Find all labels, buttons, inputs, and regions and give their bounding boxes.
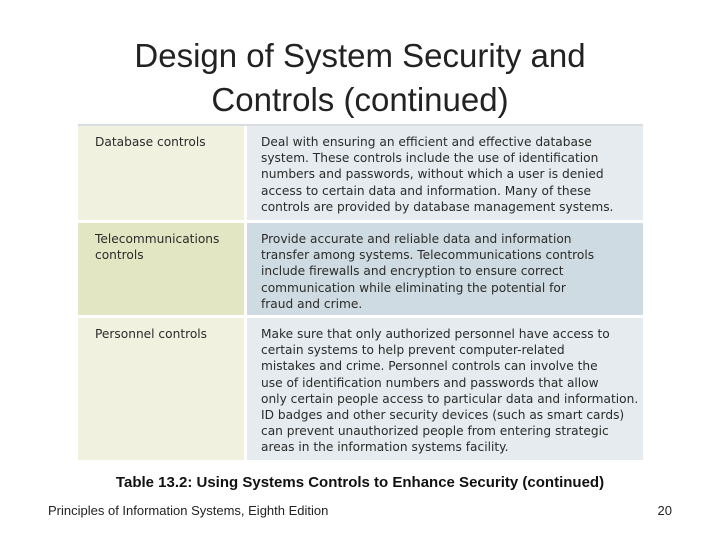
description-line: Provide accurate and reliable data and information [261,232,572,246]
row-label [78,223,244,315]
description-line: transfer among systems. Telecommunications controls [261,248,595,263]
description-line: fraud and crime. [261,296,363,311]
slide-title-line-2: Controls (continued) [211,81,509,118]
description-line: communication while eliminating the potential for [261,280,566,295]
row-label [78,126,244,220]
description-line: can prevent unauthorized people from entering strategic [261,424,609,439]
controls-table [78,126,643,460]
description-line: certain systems to help prevent computer-related [261,343,565,358]
description-line: areas in the information systems facility. [261,440,509,455]
footer-source: Principles of Information Systems, Eighth Edition [48,503,329,518]
row-label-line: Telecommunications [95,232,220,246]
description-line: controls are provided by database management systems. [261,199,614,214]
row-description [247,318,643,460]
row-description [247,223,643,315]
description-line: include firewalls and encryption to ensure correct [261,264,564,279]
description-line: numbers and passwords, without which a user is denied [261,167,604,182]
row-label-line: controls [95,248,144,263]
description-line: ID badges and other security devices (such as smart cards) [261,408,625,423]
description-line: mistakes and crime. Personnel controls can involve the [261,359,598,374]
row-description [247,126,643,220]
page-number: 20 [657,503,672,518]
table-row-telecommunications-controls [78,223,643,315]
table-caption: Table 13.2: Using Systems Controls to Enhance Security (continued) [115,474,605,491]
table-row-database-controls [78,126,643,220]
row-label [78,318,244,460]
description-line: use of identification numbers and passwords that allow [261,375,599,390]
description-line: access to certain data and information. Many of these [261,183,591,198]
table-row-personnel-controls [78,318,643,460]
description-line: system. These controls include the use of identification [261,151,599,166]
row-label-line: Database controls [95,135,206,149]
slide-title [60,34,660,122]
description-line: only certain people access to particular data and information. [261,391,639,406]
slide-title-line-1: Design of System Security and [134,37,586,74]
description-line: Deal with ensuring an efficient and effective database [261,135,592,149]
row-label-line: Personnel controls [95,327,208,341]
description-line: Make sure that only authorized personnel have access to [261,327,610,341]
